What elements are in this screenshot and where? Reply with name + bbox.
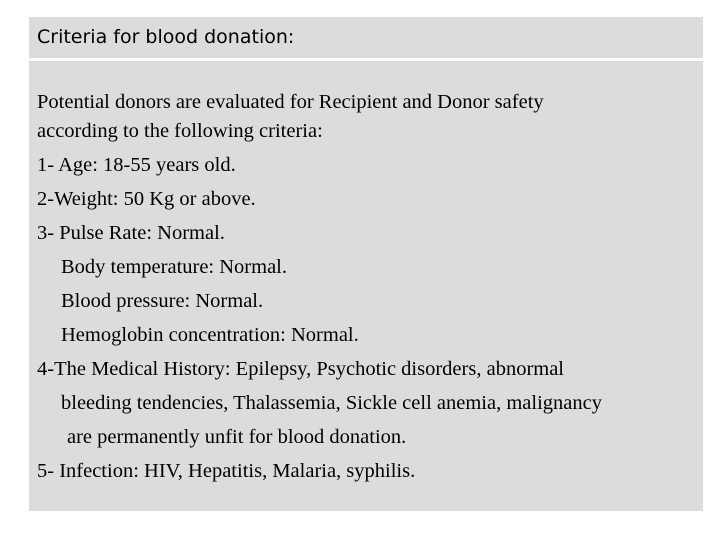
card-title: Criteria for blood donation:: [37, 26, 295, 48]
intro-line-2: according to the following criteria:: [37, 120, 323, 142]
criterion-blood-pressure: Blood pressure: Normal.: [61, 290, 264, 312]
criterion-medical-history-cont-1: bleeding tendencies, Thalassemia, Sickle cell anemia, malignancy: [61, 392, 602, 414]
intro-line-1: Potential donors are evaluated for Recipient and Donor safety: [37, 91, 544, 113]
card-body: [29, 61, 703, 511]
criterion-weight: 2-Weight: 50 Kg or above.: [37, 188, 256, 210]
criterion-age: 1- Age: 18-55 years old.: [37, 154, 236, 176]
criterion-infection: 5- Infection: HIV, Hepatitis, Malaria, syphilis.: [37, 460, 416, 482]
criterion-medical-history: 4-The Medical History: Epilepsy, Psychotic disorders, abnormal: [37, 358, 565, 380]
criterion-body-temperature: Body temperature: Normal.: [61, 256, 288, 278]
criterion-hemoglobin: Hemoglobin concentration: Normal.: [61, 324, 359, 346]
criteria-card: [29, 17, 703, 511]
criterion-pulse-rate: 3- Pulse Rate: Normal.: [37, 222, 225, 244]
card-header: [29, 17, 703, 61]
criterion-medical-history-cont-2: are permanently unfit for blood donation.: [67, 426, 407, 448]
